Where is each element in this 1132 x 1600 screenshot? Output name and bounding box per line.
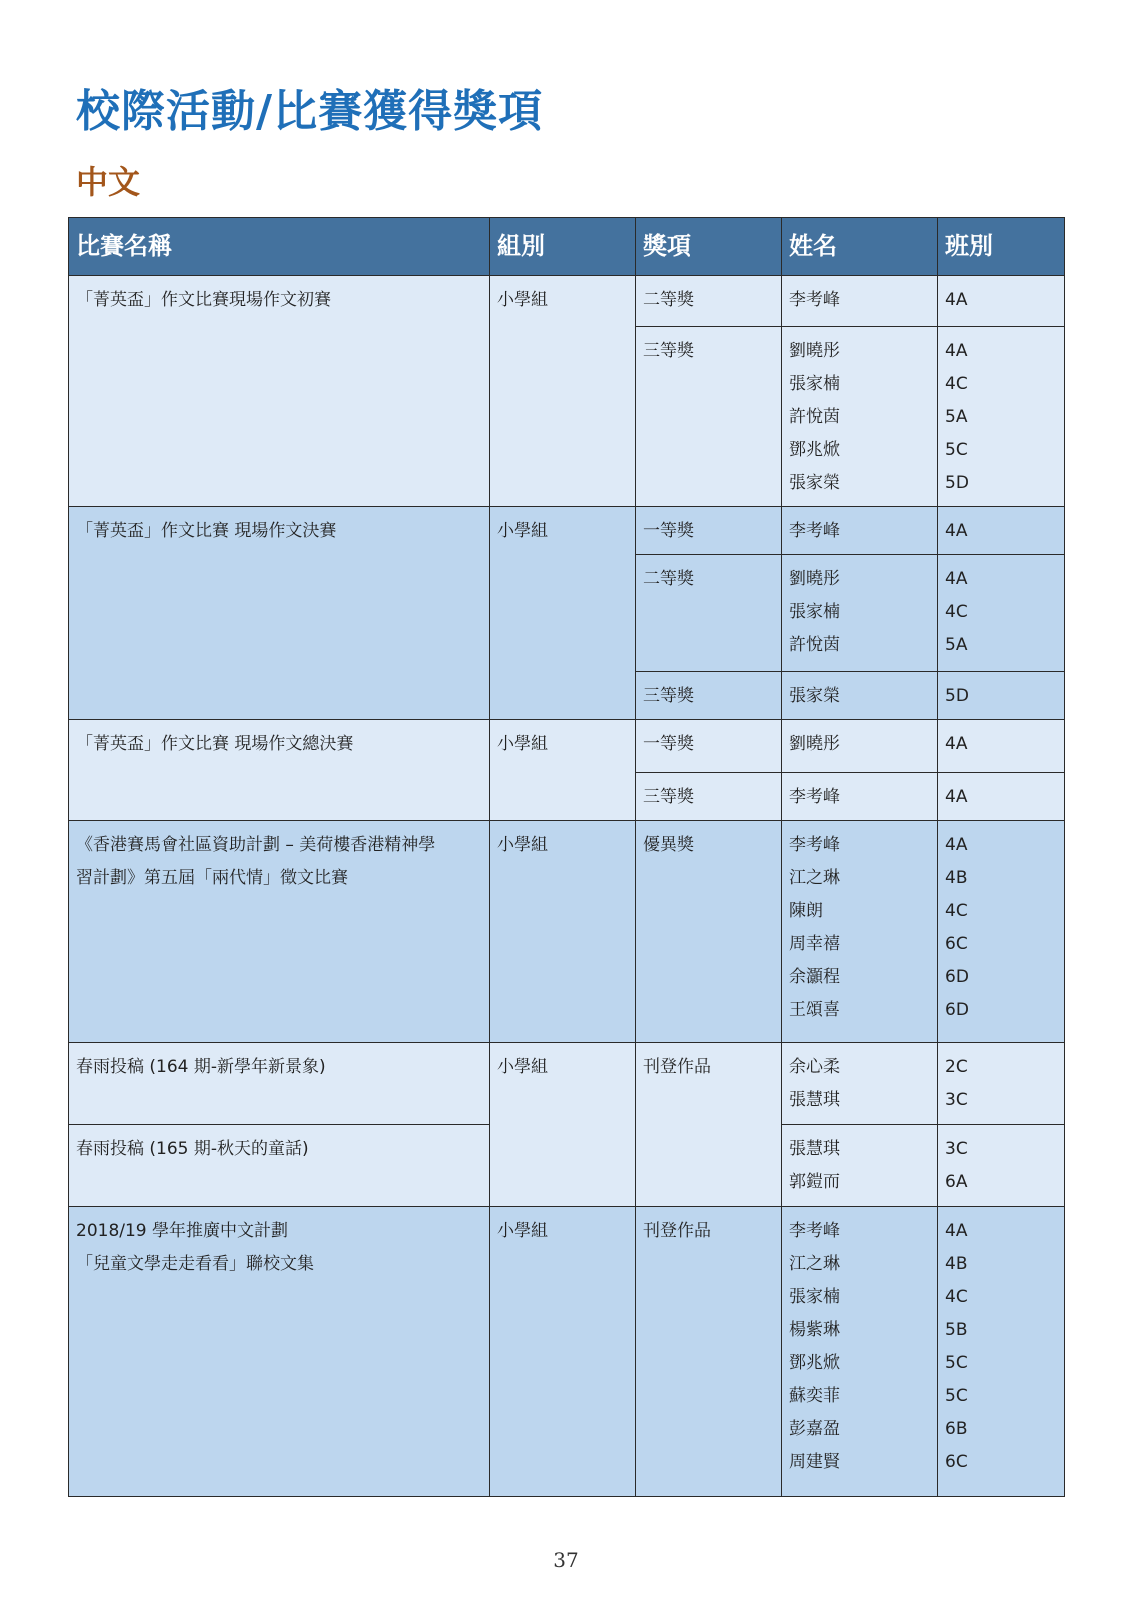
classes-cell: 4A: [938, 720, 1065, 773]
header-class: 班別: [938, 218, 1065, 276]
classes-cell: 4A: [938, 773, 1065, 821]
table-header-row: [69, 218, 1065, 276]
names-cell: 張慧琪 郭鎧而: [782, 1125, 938, 1207]
competition-cell: 「菁英盃」作文比賽現場作文初賽: [69, 276, 490, 507]
section-subtitle: 中文: [76, 163, 141, 201]
names-cell: 余心柔 張慧琪: [782, 1043, 938, 1125]
table-row: [69, 1207, 1065, 1497]
award-cell: 刊登作品: [636, 1043, 782, 1207]
group-cell: 小學組: [490, 720, 636, 821]
award-cell: 刊登作品: [636, 1207, 782, 1497]
group-cell: 小學組: [490, 276, 636, 507]
page-number: 37: [553, 1548, 579, 1572]
classes-cell: 4A: [938, 507, 1065, 555]
competition-cell: 《香港賽馬會社區資助計劃 – 美荷樓香港精神學 習計劃》第五屆「兩代情」徵文比賽: [69, 821, 490, 1043]
award-cell: 三等獎: [636, 773, 782, 821]
page-title: 校際活動/比賽獲得獎項: [76, 86, 544, 137]
classes-cell: 4A: [938, 276, 1065, 327]
names-cell: 李考峰: [782, 276, 938, 327]
award-cell: 一等獎: [636, 507, 782, 555]
header-competition: 比賽名稱: [69, 218, 490, 276]
classes-cell: 5D: [938, 672, 1065, 720]
table-row: [69, 276, 1065, 327]
table-row: [69, 821, 1065, 1043]
award-cell: 優異獎: [636, 821, 782, 1043]
competition-cell: 春雨投稿 (165 期-秋天的童話): [69, 1125, 490, 1207]
group-cell: 小學組: [490, 821, 636, 1043]
competition-cell: 春雨投稿 (164 期-新學年新景象): [69, 1043, 490, 1125]
awards-table: [68, 217, 1065, 1497]
header-name: 姓名: [782, 218, 938, 276]
classes-cell: 4A 4B 4C 6C 6D 6D: [938, 821, 1065, 1043]
names-cell: 李考峰 江之琳 陳朗 周幸禧 余灝程 王頌喜: [782, 821, 938, 1043]
competition-cell: 2018/19 學年推廣中文計劃 「兒童文學走走看看」聯校文集: [69, 1207, 490, 1497]
table-row: [69, 720, 1065, 773]
names-cell: 劉曉彤 張家楠 許悅茵: [782, 555, 938, 672]
group-cell: 小學組: [490, 1207, 636, 1497]
award-cell: 二等獎: [636, 276, 782, 327]
classes-cell: 2C 3C: [938, 1043, 1065, 1125]
classes-cell: 3C 6A: [938, 1125, 1065, 1207]
award-cell: 一等獎: [636, 720, 782, 773]
names-cell: 劉曉彤: [782, 720, 938, 773]
header-group: 組別: [490, 218, 636, 276]
classes-cell: 4A 4C 5A: [938, 555, 1065, 672]
names-cell: 李考峰: [782, 507, 938, 555]
table-row: [69, 1043, 1065, 1125]
group-cell: 小學組: [490, 1043, 636, 1207]
names-cell: 李考峰 江之琳 張家楠 楊紫琳 鄧兆焮 蘇奕菲 彭嘉盈 周建賢: [782, 1207, 938, 1497]
award-cell: 三等獎: [636, 327, 782, 507]
classes-cell: 4A 4B 4C 5B 5C 5C 6B 6C: [938, 1207, 1065, 1497]
competition-cell: 「菁英盃」作文比賽 現場作文總決賽: [69, 720, 490, 821]
award-cell: 三等獎: [636, 672, 782, 720]
group-cell: 小學組: [490, 507, 636, 720]
names-cell: 張家榮: [782, 672, 938, 720]
header-award: 獎項: [636, 218, 782, 276]
names-cell: 劉曉彤 張家楠 許悅茵 鄧兆焮 張家榮: [782, 327, 938, 507]
table-row: [69, 507, 1065, 555]
award-cell: 二等獎: [636, 555, 782, 672]
names-cell: 李考峰: [782, 773, 938, 821]
competition-cell: 「菁英盃」作文比賽 現場作文決賽: [69, 507, 490, 720]
classes-cell: 4A 4C 5A 5C 5D: [938, 327, 1065, 507]
